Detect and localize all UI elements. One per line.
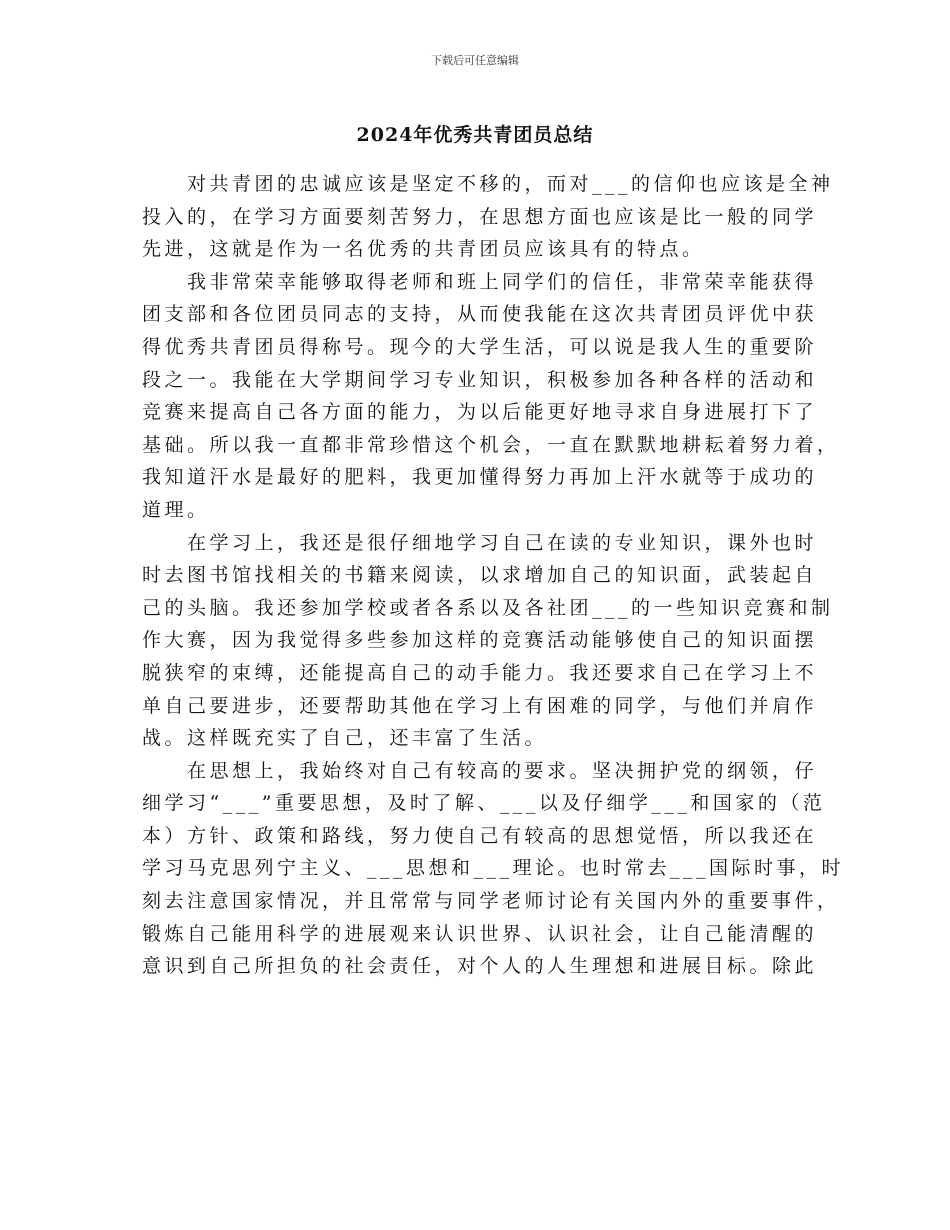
text-line: 团支部和各位团员同志的支持，从而使我能在这次共青团员评优中获 [142, 303, 818, 326]
paragraph-4 [142, 755, 845, 983]
text-line: 得优秀共青团员得称号。现今的大学生活，可以说是我人生的重要阶 [142, 335, 818, 358]
text-line: 刻去注意国家情况，并且常常与同学老师讨论有关国内外的重要事件， [142, 890, 840, 913]
text-line: 锻炼自己能用科学的进展观来认识世界、认识社会，让自己能清醒的 [142, 922, 818, 945]
text-line: 己的头脑。我还参加学校或者各系以及各社团___的一些知识竞赛和制 [142, 596, 834, 619]
text-line: 本）方针、政策和路线，努力使自己有较高的思想觉悟，所以我还在 [142, 824, 818, 847]
text-line: 细学习“___”重要思想，及时了解、___以及仔细学___和国家的（范 [142, 792, 826, 815]
text-line: 学习马克思列宁主义、___思想和___理论。也时常去___国际时事，时 [142, 857, 845, 880]
text-line: 意识到自己所担负的社会责任，对个人的人生理想和进展目标。除此 [142, 955, 818, 978]
text-line: 段之一。我能在大学期间学习专业知识，积极参加各种各样的活动和 [142, 368, 818, 391]
text-line: 在思想上，我始终对自己有较高的要求。坚决拥护党的纲领，仔 [187, 759, 818, 782]
paragraph-3 [142, 527, 834, 755]
text-line: 我知道汗水是最好的肥料，我更加懂得努力再加上汗水就等于成功的 [142, 466, 818, 489]
text-line: 对共青团的忠诚应该是坚定不移的，而对___的信仰也应该是全神 [187, 173, 834, 195]
text-line: 战。这样既充实了自己，还丰富了生活。 [142, 727, 548, 750]
text-line: 竞赛来提高自己各方面的能力，为以后能更好地寻求自身进展打下了 [142, 401, 818, 424]
text-line: 单自己要进步，还要帮助其他在学习上有困难的同学，与他们并肩作 [142, 694, 818, 717]
text-line: 先进，这就是作为一名优秀的共青团员应该具有的特点。 [142, 238, 705, 261]
text-line: 道理。 [142, 498, 210, 521]
text-line: 时去图书馆找相关的书籍来阅读，以求增加自己的知识面，武装起自 [142, 564, 818, 587]
header-note: 下载后可任意编辑 [431, 54, 519, 67]
document-body [142, 168, 845, 983]
text-line: 作大赛，因为我觉得多些参加这样的竞赛活动能够使自己的知识面摆 [142, 629, 818, 652]
paragraph-1 [142, 168, 834, 266]
document-title: 2024年优秀共青团员总结 [356, 124, 594, 146]
text-line: 投入的，在学习方面要刻苦努力，在思想方面也应该是比一般的同学 [142, 205, 818, 228]
text-line: 基础。所以我一直都非常珍惜这个机会，一直在默默地耕耘着努力着， [142, 433, 840, 456]
text-line: 脱狭窄的束缚，还能提高自己的动手能力。我还要求自己在学习上不 [142, 661, 818, 684]
text-line: 在学习上，我还是很仔细地学习自己在读的专业知识，课外也时 [187, 531, 818, 554]
paragraph-2 [142, 266, 840, 527]
text-line: 我非常荣幸能够取得老师和班上同学们的信任，非常荣幸能获得 [187, 270, 818, 293]
